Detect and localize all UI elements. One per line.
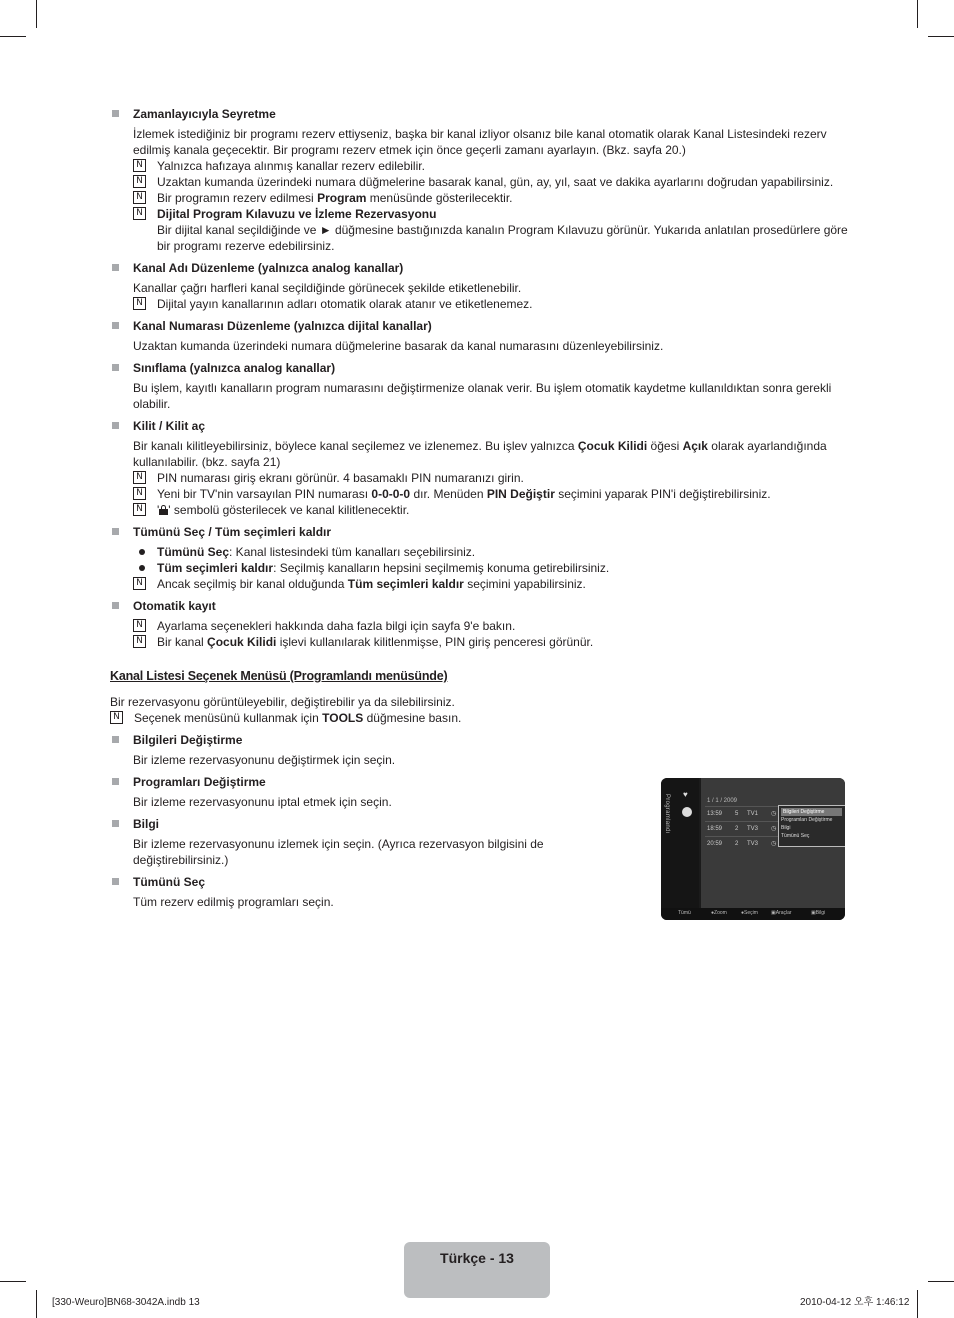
tv-list xyxy=(701,778,845,908)
section-sort xyxy=(110,360,850,412)
note: N PIN numarası giriş ekranı görünür. 4 basamaklı PIN numaranızı girin. xyxy=(133,470,850,486)
square-bullet-icon xyxy=(112,264,119,271)
section-select-all xyxy=(110,524,850,592)
crop-mark xyxy=(917,0,918,28)
list-item: Tüm seçimleri kaldır: Seçilmiş kanalların hepsini seçilmemiş konuma getirebilirsiniz. xyxy=(133,560,850,576)
footer-file-info: [330-Weuro]BN68-3042A.indb 13 xyxy=(52,1297,200,1308)
note: N ' ' sembolü gösterilecek ve kanal kilitlenecektir. xyxy=(133,502,850,518)
option-item: Bilgileri Değiştirme Bir izleme rezervasyonunu değiştirmek için seçin. xyxy=(110,732,570,768)
note-icon: N xyxy=(133,487,146,500)
note-icon: N xyxy=(133,175,146,188)
info-hint: ▣ Bilgi xyxy=(811,910,826,916)
crop-mark xyxy=(917,1290,918,1318)
tv-date: 1 / 1 / 2009 xyxy=(707,798,738,804)
square-bullet-icon xyxy=(112,322,119,329)
note: N Ancak seçilmiş bir kanal olduğunda Tüm seçimleri kaldır seçimini yapabilirsiniz. xyxy=(133,576,850,592)
zoom-hint: ● Zoom xyxy=(711,910,727,916)
section-heading: Kanal Numarası Düzenleme (yalnızca dijital kanallar) xyxy=(133,319,432,333)
paragraph: Bir rezervasyonu görüntüleyebilir, değiştirebilir ya da silebilirsiniz. xyxy=(110,695,455,709)
section-heading: Zamanlayıcıyla Seyretme xyxy=(133,107,276,121)
section-channel-number-edit xyxy=(110,318,850,354)
crop-mark xyxy=(0,1281,26,1282)
paragraph: Uzaktan kumanda üzerindeki numara düğmelerine basarak da kanal numarasını düzenleyebilirsiniz. xyxy=(133,339,664,353)
note: N Yalnızca hafızaya alınmış kanallar rezerv edilebilir. xyxy=(133,158,850,174)
page-number-tab: Türkçe - 13 xyxy=(404,1242,550,1298)
note: N Dijital yayın kanallarının adları otomatik olarak atanır ve etiketlenemez. xyxy=(133,296,850,312)
note: N Ayarlama seçenekleri hakkında daha fazla bilgi için sayfa 9'e bakın. xyxy=(133,618,850,634)
note-icon: N xyxy=(133,191,146,204)
note-icon: N xyxy=(133,207,146,220)
tv-row: 18:59 2 TV3 ◷ xyxy=(705,821,845,836)
popup-item: Programları Değiştirme xyxy=(781,817,833,823)
timer-icon: ◷ xyxy=(771,841,777,847)
note-icon: N xyxy=(133,503,146,516)
square-bullet-icon xyxy=(112,602,119,609)
tv-options-popup xyxy=(778,805,845,847)
select-hint: ● Seçim xyxy=(741,910,758,916)
note-icon: N xyxy=(133,297,146,310)
crop-mark xyxy=(36,1290,37,1318)
note-icon: N xyxy=(133,577,146,590)
square-bullet-icon xyxy=(112,528,119,535)
option-item: Bilgi Bir izleme rezervasyonunu izlemek için seçin. (Ayrıca rezervasyon bilgisini de değiştirebilirsiniz.) xyxy=(110,816,570,868)
bullet-dot-icon xyxy=(139,565,145,571)
note: N Dijital Program Kılavuzu ve İzleme Rezervasyonu Bir dijital kanal seçildiğinde ve ► düğmesine bastığınızda kanalın Program Kılavuzu görünür. Yukarıda anlatılan prosedürlere göre bir programı rezerve edebilirsiniz. xyxy=(133,206,850,254)
square-bullet-icon xyxy=(112,110,119,117)
square-bullet-icon xyxy=(112,878,119,885)
square-bullet-icon xyxy=(112,736,119,743)
footer-timestamp: 2010-04-12 오후 1:46:12 xyxy=(800,1297,910,1308)
section-heading: Sınıflama (yalnızca analog kanallar) xyxy=(133,361,336,375)
note: N Yeni bir TV'nin varsayılan PIN numarası 0-0-0-0 dır. Menüden PIN Değiştir seçimini yaparak PIN'i değiştirebilirsiniz. xyxy=(133,486,850,502)
popup-item: Bilgileri Değiştirme xyxy=(781,808,842,816)
note-icon: N xyxy=(133,619,146,632)
tv-row: 13:59 5 TV1 ◷ xyxy=(705,806,845,821)
tv-bottom-bar: Tümü ● Zoom ● Seçim ▣ Araçlar ▣ Bilgi xyxy=(661,908,845,920)
section-lock xyxy=(110,418,850,518)
paragraph: Bu işlem, kayıtlı kanalların program numarasını değiştirmenize olanak verir. Bu işlem otomatik kaydetme kullanıldıktan sonra gerekli olabilir. xyxy=(133,381,832,411)
square-bullet-icon xyxy=(112,422,119,429)
paragraph: Kanallar çağrı harfleri kanal seçildiğinde görünecek şekilde etiketlenebilir. xyxy=(133,281,522,295)
option-item: Programları Değiştirme Bir izleme rezervasyonunu iptal etmek için seçin. xyxy=(110,774,570,810)
note: N Seçenek menüsünü kullanmak için TOOLS düğmesine basın. xyxy=(110,710,850,726)
popup-item: Bilgi xyxy=(781,825,791,831)
lock-icon xyxy=(159,505,168,515)
paragraph: İzlemek istediğiniz bir programı rezerv ettiyseniz, başka bir kanal izliyor olsanız bile kanal otomatik olarak Kanal Listesindeki rezerv edilmiş kanala geçecektir. Bir programı rezerv etmek için önce geçerli zamanı ayarlayın. (Bkz. sayfa 20.) xyxy=(133,127,827,157)
section-heading: Kilit / Kilit aç xyxy=(133,419,206,433)
note: N Bir kanal Çocuk Kilidi işlevi kullanılarak kilitlenmişse, PIN giriş penceresi görünür. xyxy=(133,634,850,650)
section-heading: Otomatik kayıt xyxy=(133,599,216,613)
note: N Uzaktan kumanda üzerindeki numara düğmelerine basarak kanal, gün, ay, yıl, saat ve dakika ayarlarını doğrudan yapabilirsiniz. xyxy=(133,174,850,190)
square-bullet-icon xyxy=(112,364,119,371)
square-bullet-icon xyxy=(112,778,119,785)
popup-item: Tümünü Seç xyxy=(781,833,810,839)
tv-row: 20:59 2 TV3 ◷ xyxy=(705,836,845,851)
crop-mark xyxy=(928,1281,954,1282)
list-item: Tümünü Seç: Kanal listesindeki tüm kanalları seçebilirsiniz. xyxy=(133,544,850,560)
note-icon: N xyxy=(110,711,123,724)
option-item: Tümünü Seç Tüm rezerv edilmiş programları seçin. xyxy=(110,874,570,910)
square-bullet-icon xyxy=(112,820,119,827)
clock-icon xyxy=(682,807,692,817)
bullet-dot-icon xyxy=(139,549,145,555)
section-title: Kanal Listesi Seçenek Menüsü (Programlandı menüsünde) xyxy=(110,669,448,683)
section-heading: Tümünü Seç / Tüm seçimleri kaldır xyxy=(133,525,332,539)
paragraph: Bir kanalı kilitleyebilirsiniz, böylece kanal seçilemez ve izlenemez. Bu işlev yalnızca Çocuk Kilidi öğesi Açık olarak ayarlandığında kullanılabilir. (bkz. sayfa 21) xyxy=(133,439,827,469)
tv-side-label: Programlandı xyxy=(664,794,670,834)
crop-mark xyxy=(928,36,954,37)
section-heading: Kanal Adı Düzenleme (yalnızca analog kanallar) xyxy=(133,261,404,275)
tv-sidebar xyxy=(661,778,699,908)
tv-screen-illustration xyxy=(661,778,845,920)
note-icon: N xyxy=(133,471,146,484)
timer-icon: ◷ xyxy=(771,826,777,832)
crop-mark xyxy=(36,0,37,28)
note: N Bir programın rezerv edilmesi Program menüsünde gösterilecektir. xyxy=(133,190,850,206)
section-channel-name-edit xyxy=(110,260,850,312)
note-icon: N xyxy=(133,159,146,172)
tools-hint: ▣ Araçlar xyxy=(771,910,792,916)
section-timer-watch xyxy=(110,106,850,254)
note-icon: N xyxy=(133,635,146,648)
heart-icon: ♥ xyxy=(683,790,688,799)
section-auto-store xyxy=(110,598,850,650)
crop-mark xyxy=(0,36,26,37)
timer-icon: ◷ xyxy=(771,811,777,817)
